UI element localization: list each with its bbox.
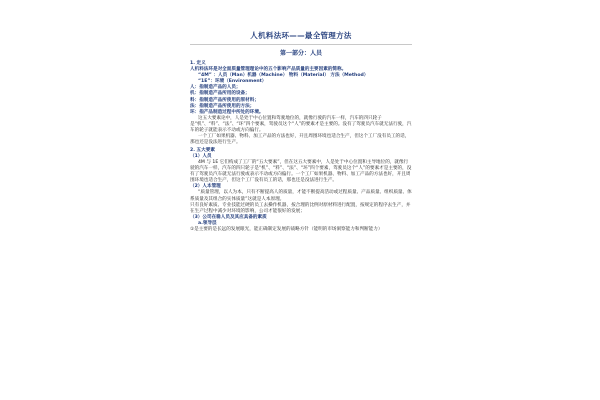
body-paragraph: 这五大要素论中，人是处于中心位置和驾驶地位的，就像行驶的汽车一样，汽车的四只轮子是“机”、“料”、“法”、“环”四个要素，驾驶员这个“人”的要素才是主要的。没有了驾驶员汽车就无法行驶，汽车的轮子就能表示不动或方向偏行。 [190, 115, 412, 134]
body-paragraph: 只有良好素质、专业技能过硬的员工去操作机器，按合理的比例对原材料进行配置，按规定的程序去生产，并在生产过程中减少对环境的影响，公司才能很好的发展； [190, 202, 411, 214]
document-page [190, 26, 412, 376]
definition-environment: 环：指产品制造过程中所处的环境。 [190, 109, 264, 115]
definition-man: 人：指制造产品的人员； [190, 85, 241, 91]
document-title: 人机料法环——最全管理方法 [250, 31, 352, 40]
body-paragraph: 4M 与 1E 它们构成了工厂的“五大要素”，但在这五大要素中，人是处于中心位置和主导地位的，就像行驶的汽车一样，汽车的四只轮子是“机”、“料”、“法”、“环”四个要素，驾驶员这个“人”的要素才是主要的，没有了驾驶员汽车就无法行驶或表示不动或方向偏行。一个工厂如果机器、物料、加工产品的方法也好，开且周围环境也适合生产，但这个工厂没有员工的话，那也还是没法进行生产。 [190, 160, 412, 184]
heading-definition: 1. 定义 [190, 61, 206, 66]
body-paragraph: 一个工厂如果机器、物料、加工产品的方法也好，开且周围环境也适合生产，但这个工厂没有员工的话，那也还是没法进行生产。 [190, 134, 410, 146]
subheading-staff-quality: （3）公司在稳人员及其应具备的素质 [190, 214, 267, 220]
definition-machine: 机：指制造产品所用的设备； [190, 91, 250, 97]
definition-1e: “1E”：环境（Environment） [198, 79, 267, 85]
subheading-people-management: （2）人本管理 [190, 184, 221, 190]
subheading-leadership: a.领导层 [198, 220, 217, 226]
subheading-personnel: （1）人员 [190, 153, 212, 159]
heading-five-elements: 2. 五大要素 [190, 147, 215, 153]
title-divider [190, 44, 412, 45]
definition-line: 人机料法环是对全面质量管理理论中的五个影响产品质量的主要因素的简称。 [190, 67, 347, 73]
body-paragraph: “质量管理，以人为本，只有不断提高人的质量，才能不断提高活动或过程质量、产品质量、组织质量、体系质量及其组合的实体质量”这就是人本原理。 [190, 190, 412, 202]
body-paragraph: ①是主要的是长远的发展眼光，能正确制定发展的战略方针（能明的市场洞察能力和判断能力） [190, 227, 383, 233]
definition-4m: “4M” ：人员（Man）机器（Machine） 物料（Material） 方法（Method） [198, 73, 369, 79]
definition-material: 料：指制造产品所使用的原材料； [190, 97, 259, 103]
section-heading: 第一部分：人员 [279, 50, 322, 57]
definition-method: 法：指制造产品所使用的方法； [190, 103, 255, 109]
